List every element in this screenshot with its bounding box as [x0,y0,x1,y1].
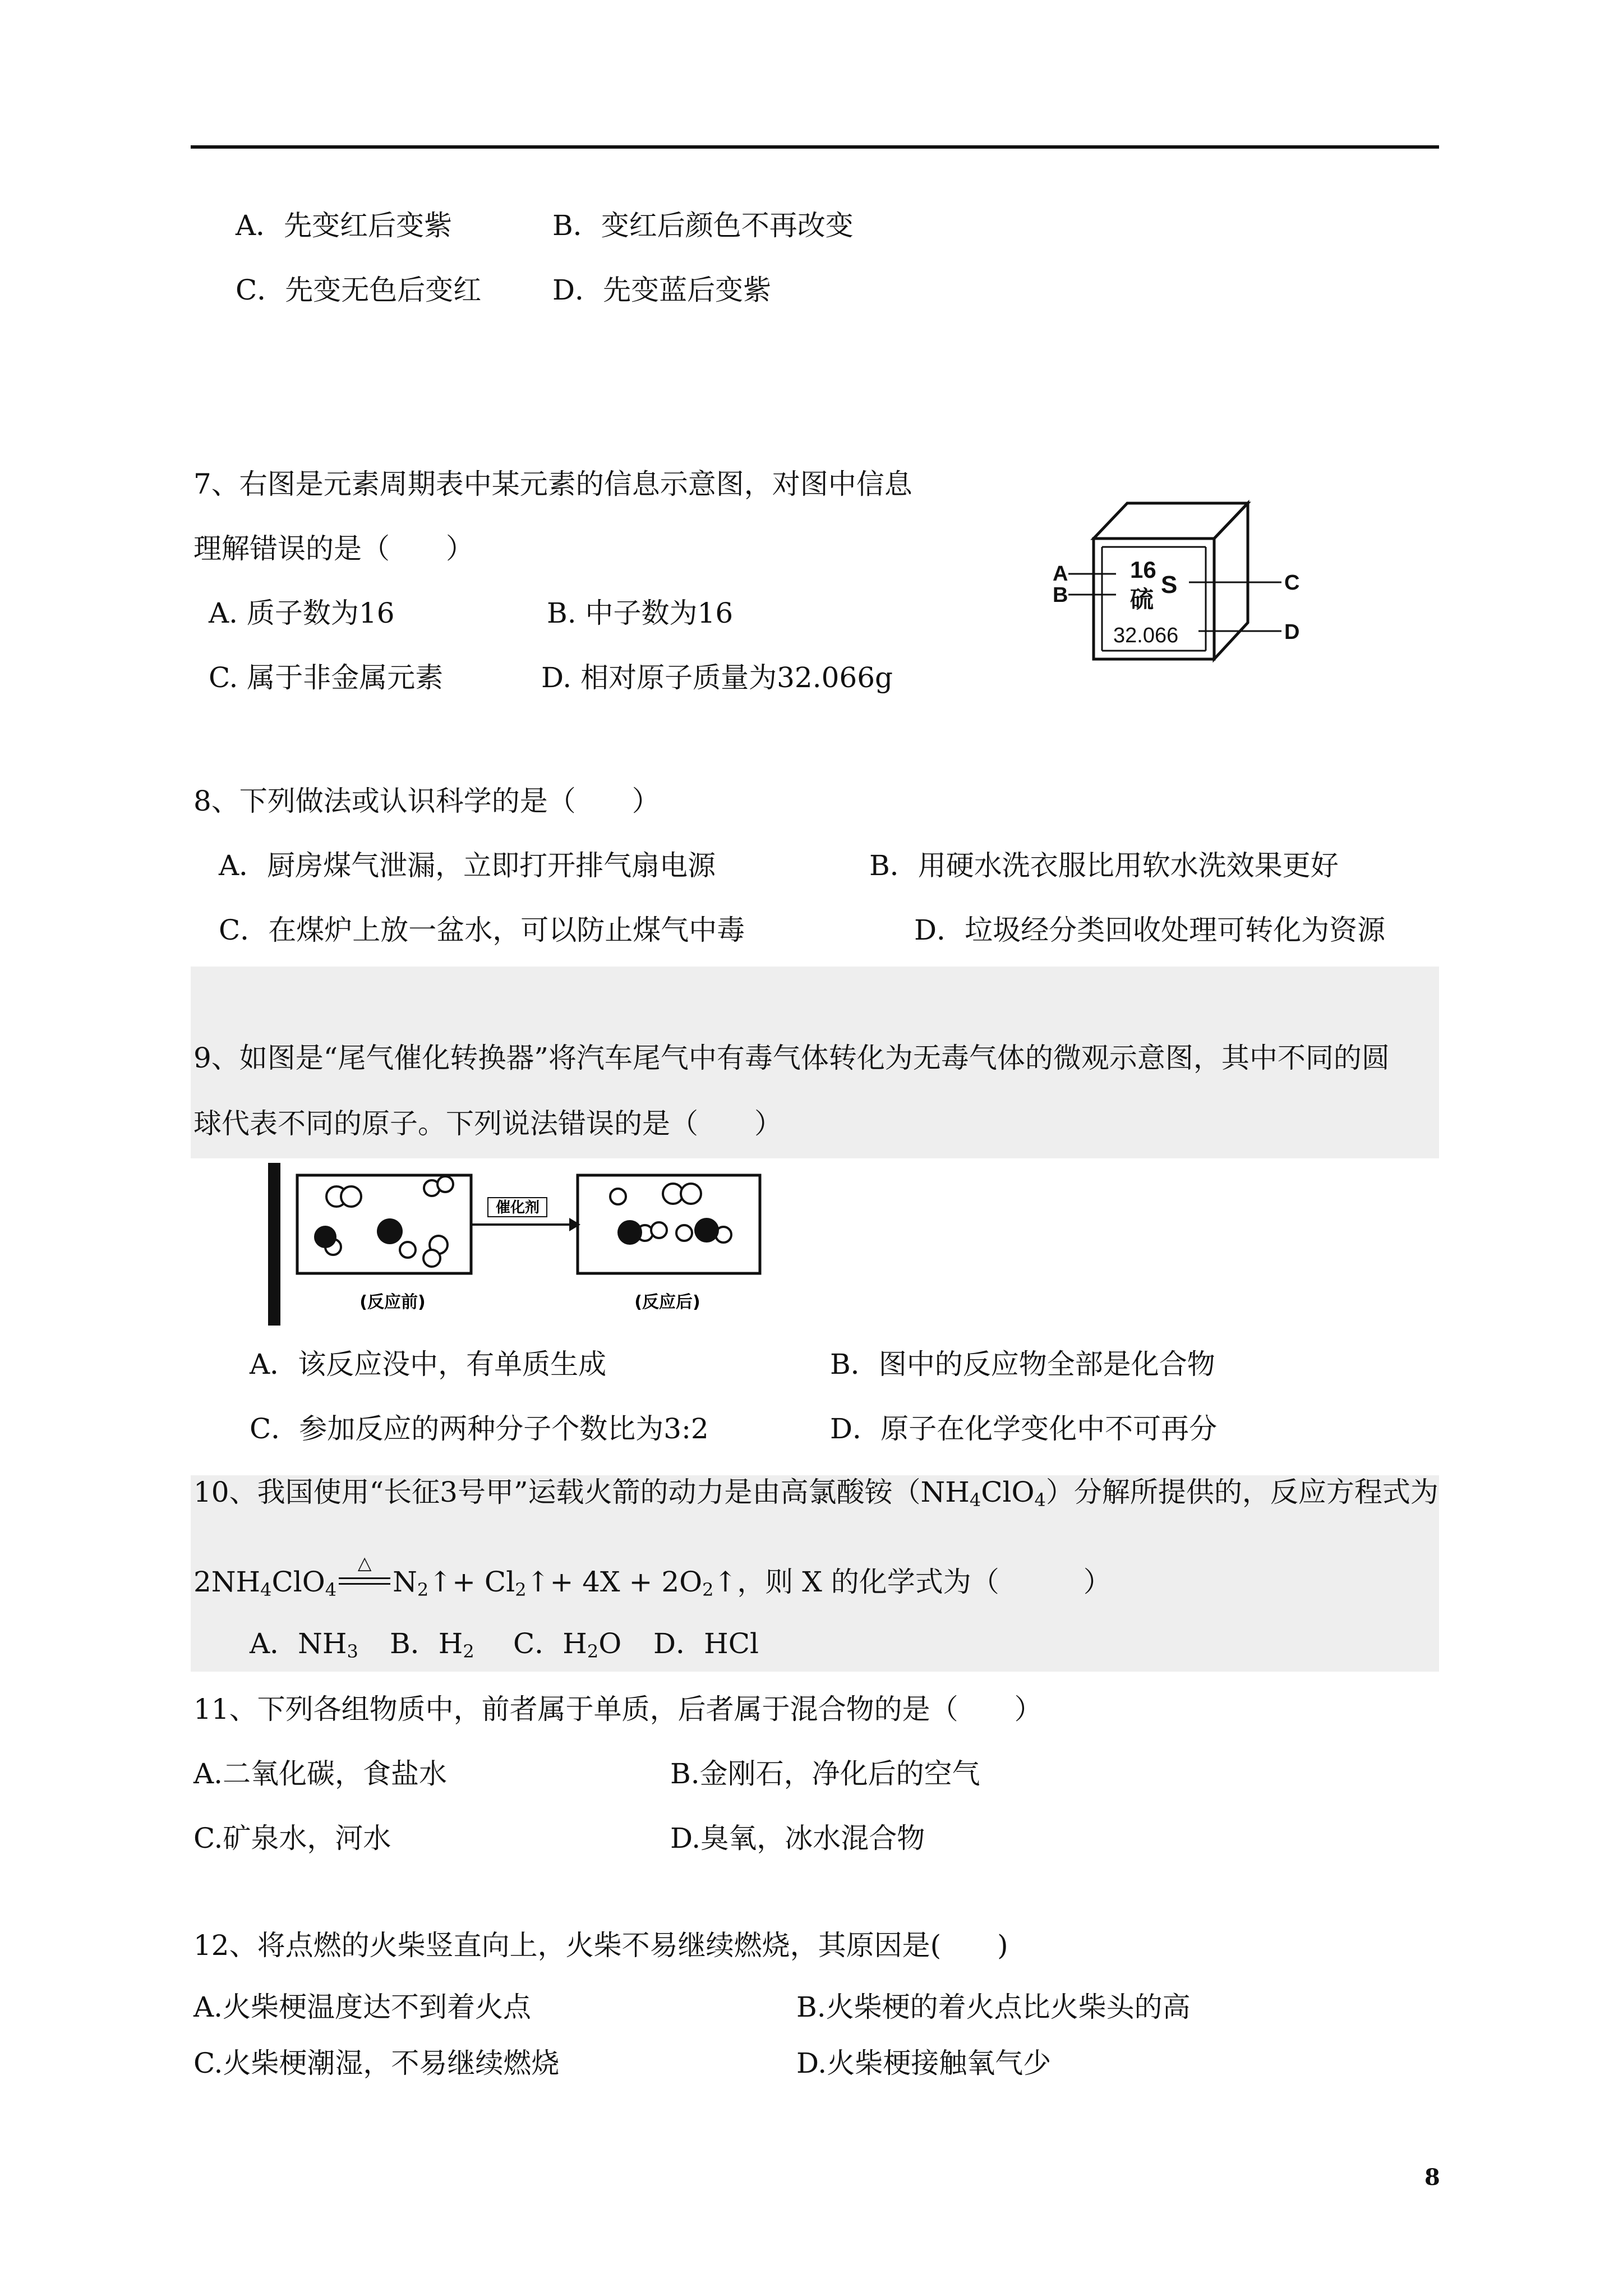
eq-o-sub: 2 [702,1579,714,1600]
q10-stem-pre: 10、我国使用“长征3号甲”运载火箭的动力是由高氯酸铵（NH [193,1476,970,1508]
q11-stem: 11、下列各组物质中，前者属于单质，后者属于混合物的是（ ） [193,1693,1043,1726]
cube-label-c: C [1284,571,1300,595]
q10-stem-mid: ClO [981,1476,1035,1508]
q10-stem-sub1: 4 [969,1489,981,1511]
eq-sub1: 4 [260,1579,272,1600]
cube-element-name: 硫 [1130,586,1154,613]
q6-option-c: C．先变无色后变红 [236,274,482,306]
q6-option-d: D．先变蓝后变紫 [552,274,772,306]
q9-option-a: A．该反应没中，有单质生成 [250,1348,607,1381]
q8-option-b: B．用硬水洗衣服比用软水洗效果更好 [869,849,1339,882]
q10-option-d: D．HCl [653,1627,759,1660]
eq-n-sub: 2 [417,1579,429,1600]
cube-label-d: D [1284,620,1300,644]
eq-part2: ↑+ 4X + 2O [526,1566,703,1598]
q10-opt-c-text: C．H [513,1627,587,1660]
q11-option-c: C.矿泉水，河水 [193,1822,391,1855]
q12-option-d: D.火柴梗接触氧气少 [796,2047,1052,2079]
eq-tail: ↑，则 X 的化学式为（ ） [713,1566,1112,1598]
page-number: 8 [1424,2164,1440,2191]
q10-opt-a-text: A．NH [250,1627,347,1660]
q12-option-c: C.火柴梗潮湿，不易继续燃烧 [193,2047,560,2079]
q6-option-a: A．先变红后变紫 [236,209,453,242]
q7-option-d: D. 相对原子质量为32.066g [541,661,893,694]
q10-equation [193,1552,1112,1607]
q9-stem-line2: 球代表不同的原子。下列说法错误的是（ ） [193,1107,782,1140]
cube-label-b: B [1053,583,1068,607]
q8-option-a: A．厨房煤气泄漏，立即打开排气扇电源 [219,849,716,882]
eq-sub2: 4 [325,1579,337,1600]
catalytic-converter-figure [264,1163,791,1331]
q7-stem-line2: 理解错误的是（ ） [193,532,474,565]
q8-option-d: D．垃圾经分类回收处理可转化为资源 [914,914,1386,946]
q10-opt-c-sub: 2 [587,1641,599,1662]
eq-n: N [393,1566,417,1598]
q10-opt-b-sub: 2 [463,1641,474,1662]
eq-cl-sub: 2 [515,1579,527,1600]
q10-opt-a-sub: 3 [347,1641,358,1662]
eq-reactant: 2NH [193,1566,261,1598]
eq-clo: ClO [271,1566,325,1598]
q11-option-b: B.金刚石，净化后的空气 [670,1757,980,1790]
q11-option-a: A.二氧化碳，食盐水 [193,1757,448,1790]
before-label: (反应前) [359,1292,426,1312]
delta-icon: △ [357,1552,372,1573]
q10-opt-b-text: B．H [390,1627,463,1660]
after-label: (反应后) [634,1292,700,1312]
q8-option-c: C．在煤炉上放一盆水，可以防止煤气中毒 [219,914,745,946]
q10-stem [193,1475,1438,1517]
catalyst-label: 催化剂 [495,1199,540,1216]
cube-label-a: A [1053,562,1068,586]
q9-stem-line1: 9、如图是“尾气催化转换器”将汽车尾气中有毒气体转化为无毒气体的微观示意图，其中不同的圆 [193,1042,1390,1074]
q12-option-a: A.火柴梗温度达不到着火点 [193,1991,532,2023]
header-rule [191,145,1439,149]
q6-option-b: B．变红后颜色不再改变 [552,209,854,242]
q7-option-c: C. 属于非金属元素 [209,661,444,694]
q7-option-b: B. 中子数为16 [547,597,734,629]
eq-part1: ↑+ Cl [428,1566,515,1598]
eq-heat-arrow [336,1552,393,1595]
q7-option-a: A. 质子数为16 [209,597,395,629]
q10-stem-sub2: 4 [1034,1489,1046,1511]
cube-atomic-number: 16 [1130,556,1156,583]
q11-option-d: D.臭氧，冰水混合物 [670,1822,925,1855]
cube-symbol: S [1161,571,1178,599]
q10-option-b [390,1627,474,1668]
cube-atomic-mass: 32.066 [1113,624,1179,647]
q9-option-c: C．参加反应的两种分子个数比为3:2 [250,1412,709,1445]
q12-stem: 12、将点燃的火柴竖直向上，火柴不易继续燃烧，其原因是( ) [193,1929,1008,1962]
q8-stem: 8、下列做法或认识科学的是（ ） [193,785,660,817]
q12-option-b: B.火柴梗的着火点比火柴头的高 [796,1991,1191,2023]
q9-option-d: D．原子在化学变化中不可再分 [830,1412,1218,1445]
q10-opt-c-tail: O [598,1627,622,1660]
element-cube-figure [1046,496,1315,665]
q10-option-c [513,1627,621,1668]
q10-stem-post: ）分解所提供的，反应方程式为 [1045,1476,1438,1508]
q10-option-a [250,1627,358,1668]
q7-stem-line1: 7、右图是元素周期表中某元素的信息示意图，对图中信息 [193,468,912,500]
q9-option-b: B．图中的反应物全部是化合物 [830,1348,1215,1381]
